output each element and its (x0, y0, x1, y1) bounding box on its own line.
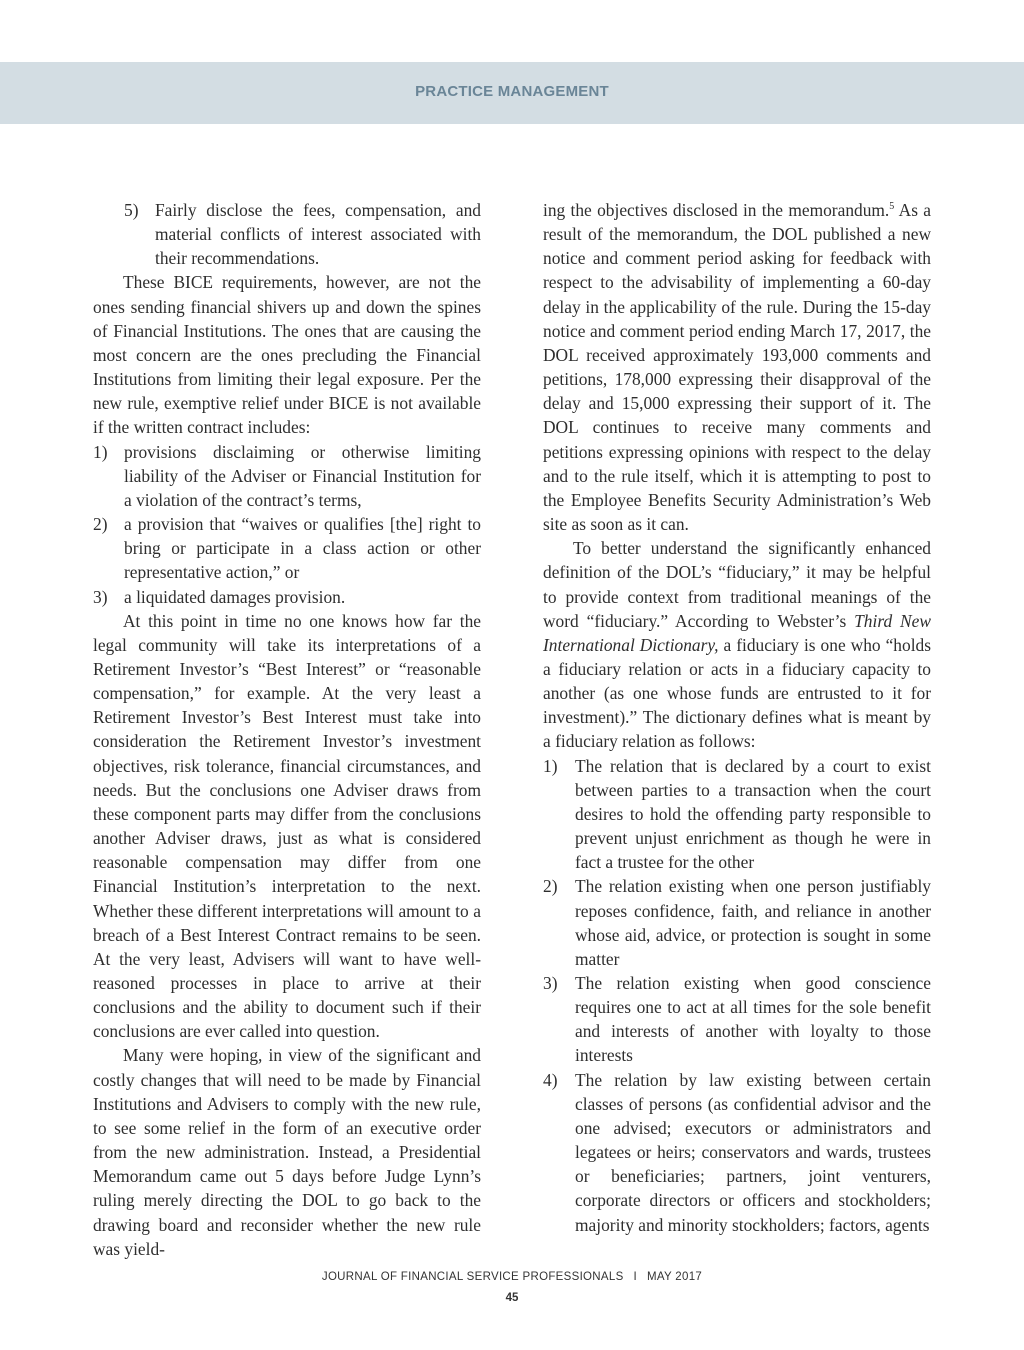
paragraph (543, 536, 931, 753)
list-item (93, 440, 481, 512)
section-header-band (0, 62, 1024, 124)
paragraph-text: As a result of the memorandum, the DOL published a new notice and comment period asking for feedback with respect to the advisability of implementing a 60-day delay in the applicability of the rule. During the 15-day notice and comment period ending March 17, 2017, the DOL received approximately 193,000 comments and petitions, 178,000 expressing their disapproval of the delay and 15,000 expressing their support of it. The DOL continues to receive many comments and petitions expressing opinions with respect to the delay and to the rule itself, which it is attempting to post to the Employee Benefits Security Administration’s Web site as soon as it can. (543, 200, 932, 535)
list-text: The relation by law existing between certain classes of persons (as confidential advisor and the one advised; executors or administrators and legatees or heirs; conservators and wards, trustees or beneficiaries; partners, joint venturers, corporate directors or officers and stockholders; majority and minority stockholders; factors, agents (575, 1069, 931, 1235)
list-text: The relation existing when good conscience requires one to act at all times for the sole benefit and interests of another with loyalty to those interests (575, 973, 931, 1066)
paragraph: These BICE requirements, however, are not the ones sending financial shivers up and down the spines of Financial Institutions. The ones that are causing the most concern are the ones precluding the Financial Institutions from limiting their legal exposure. Per the new rule, exemptive relief under BICE is not available if the written contract includes: (93, 272, 481, 438)
list-item (543, 1068, 931, 1237)
list-text: provisions disclaiming or otherwise limiting liability of the Adviser or Financial Institution for a violation of the contract’s terms, (124, 441, 481, 510)
list-text: a provision that “waives or qualifies [the] right to bring or participate in a class action or other representative action,” or (124, 514, 481, 583)
list-item (93, 198, 481, 270)
paragraph-text: To better understand the significantly enhanced definition of the DOL’s “fiduciary,” it may be helpful to provide context from traditional meanings of the word “fiduciary.” According to Webster’s (543, 538, 931, 631)
footer-separator: I (633, 1271, 638, 1283)
list-number: 3) (543, 973, 558, 993)
paragraph: Many were hoping, in view of the significant and costly changes that will need to be made by Financial Institutions and Advisers to comply with the new rule, to see some relief in the form of an executive order from the new administration. Instead, a Presidential Memorandum came out 5 days before Judge Lynn’s ruling merely directing the DOL to go back to the drawing board and reconsider whether the new rule was yield- (93, 1045, 481, 1259)
list-item (93, 585, 481, 609)
list-item (543, 874, 931, 971)
paragraph-text: ing the objectives disclosed in the memorandum. (543, 200, 890, 220)
list-item (543, 754, 931, 875)
footnote-ref: 5 (889, 201, 895, 213)
footer-journal-line (0, 1271, 1024, 1283)
list-number: 5) (124, 200, 139, 220)
list-text: The relation existing when one person justifiably reposes confidence, faith, and reliance in another whose aid, advice, or protection is sought in some matter (575, 876, 931, 969)
issue-date: MAY 2017 (647, 1271, 703, 1283)
list-item (93, 512, 481, 584)
journal-name: JOURNAL OF FINANCIAL SERVICE PROFESSIONALS (321, 1271, 624, 1283)
list-number: 2) (93, 514, 108, 535)
list-number: 1) (93, 441, 108, 462)
list-text: a liquidated damages provision. (124, 586, 346, 607)
list-text: The relation that is declared by a court to exist between parties to a transaction when the court desires to hold the offending party responsible to prevent unjust enrichment as though he were in fact a trustee for the other (575, 755, 931, 873)
paragraph-text: a fiduciary is one who “holds a fiduciary relation or acts in a fiduciary capacity to another (as one whose funds are entrusted to it for investment).” The dictionary defines what is meant by a fiduciary relation as follows: (543, 634, 931, 752)
paragraph (543, 198, 931, 536)
list-number: 4) (543, 1069, 558, 1090)
page-number: 45 (505, 1292, 519, 1304)
list-item (543, 971, 931, 1068)
list-number: 3) (93, 586, 108, 607)
right-column (543, 198, 931, 1237)
section-title: PRACTICE MANAGEMENT (415, 83, 609, 100)
list-number: 1) (543, 755, 558, 776)
left-column (93, 198, 481, 1261)
paragraph: At this point in time no one knows how far the legal community will take its interpretations of a Retirement Investor’s “Best Interest” or “reasonable compensation,” for example. At the very least a Retirement Investor’s Best Interest must take into consideration the Retirement Investor’s investment objectives, risk tolerance, financial circumstances, and needs. But the conclusions one Adviser draws from these component parts may differ from the conclusions another Adviser draws, just as what is considered reasonable compensation may differ from one Financial Institution’s interpretation to the next. Whether these different interpretations will amount to a breach of a Best Interest Contract remains to be seen. At the very least, Advisers will want to have well-reasoned processes in place to arrive at their conclusions and the ability to document such if their conclusions are ever called into question. (93, 610, 481, 1042)
list-number: 2) (543, 876, 558, 897)
book-title: Third New International Dictionary, (543, 610, 931, 655)
list-text: Fairly disclose the fees, compensation, and material conflicts of interest associated with their recommendations. (155, 200, 481, 269)
